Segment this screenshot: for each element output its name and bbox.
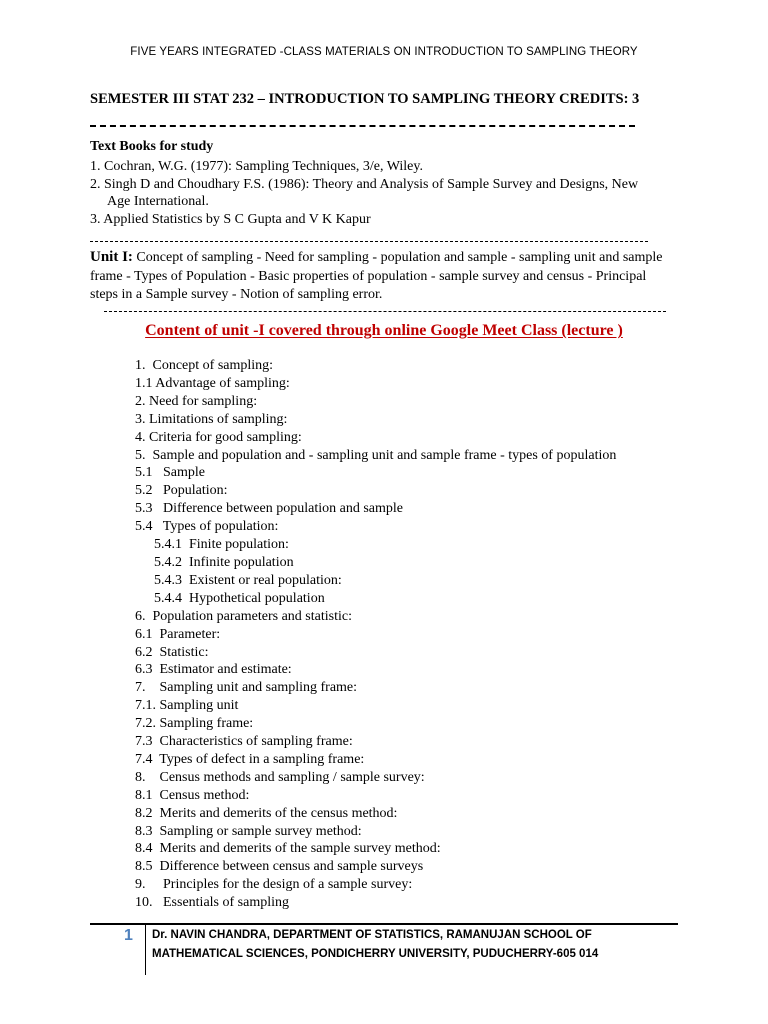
toc-item: 8. Census methods and sampling / sample survey: — [135, 769, 425, 785]
textbooks-list — [90, 158, 670, 228]
toc-item: 5.4.1 Finite population: — [154, 537, 289, 553]
semester-heading: SEMESTER III STAT 232 – INTRODUCTION TO SAMPLING THEORY CREDITS: 3 — [90, 91, 640, 107]
toc-item: 8.2 Merits and demerits of the census method: — [135, 805, 398, 821]
textbook-item: 1. Cochran, W.G. (1977): Sampling Techniques, 3/e, Wiley. — [90, 159, 423, 174]
toc-item: 6.2 Statistic: — [135, 644, 209, 660]
toc-item: 8.3 Sampling or sample survey method: — [135, 823, 362, 839]
toc-item: 5.4.2 Infinite population — [154, 554, 294, 570]
unit-label: Unit I: — [90, 249, 133, 265]
toc-item: 5.4 Types of population: — [135, 519, 279, 535]
footer-rule — [90, 923, 678, 925]
toc-item: 5.2 Population: — [135, 483, 228, 499]
footer-line-1: Dr. NAVIN CHANDRA, DEPARTMENT OF STATISTICS, RAMANUJAN SCHOOL OF — [152, 929, 592, 941]
content-title: Content of unit -I covered through online Google Meet Class (lecture ) — [145, 322, 623, 339]
toc-item: 7.4 Types of defect in a sampling frame: — [135, 751, 365, 767]
toc-item: 5.4.4 Hypothetical population — [154, 590, 325, 606]
toc-item: 4. Criteria for good sampling: — [135, 429, 302, 445]
page-header: FIVE YEARS INTEGRATED -CLASS MATERIALS ON INTRODUCTION TO SAMPLING THEORY — [130, 46, 638, 58]
toc-item: 5.4.3 Existent or real population: — [154, 572, 342, 588]
toc-item: 5.1 Sample — [135, 465, 205, 481]
unit-text: Concept of sampling - Need for sampling - population and sample - sampling unit and sample frame - Types of Population - Basic properties of population - sample survey and census - Principal steps in a Sample survey - Notion of sampling error. — [90, 250, 663, 302]
toc-item: 7.1. Sampling unit — [135, 698, 239, 714]
toc-item: 2. Need for sampling: — [135, 393, 258, 409]
textbooks-title: Text Books for study — [90, 139, 214, 154]
footer-divider — [145, 923, 146, 975]
toc-item: 1.1 Advantage of sampling: — [135, 375, 290, 391]
textbook-item-continuation: Age International. — [107, 194, 209, 209]
textbook-item: 3. Applied Statistics by S C Gupta and V K Kapur — [90, 211, 371, 227]
toc-item: 8.5 Difference between census and sample surveys — [135, 859, 424, 875]
toc-item: 3. Limitations of sampling: — [135, 411, 288, 427]
unit-description — [90, 248, 675, 305]
divider-dashed-2 — [104, 311, 666, 312]
toc-item: 9. Principles for the design of a sample survey: — [135, 877, 413, 893]
toc-item: 6.3 Estimator and estimate: — [135, 662, 292, 678]
toc-item: 10. Essentials of sampling — [135, 895, 289, 911]
toc-item: 7.3 Characteristics of sampling frame: — [135, 734, 353, 750]
page-number: 1 — [124, 927, 133, 944]
footer-text — [152, 926, 672, 964]
divider-bold — [90, 125, 635, 127]
textbook-item: 2. Singh D and Choudhary F.S. (1986): Theory and Analysis of Sample Survey and Designs, New — [90, 176, 639, 192]
toc-item: 7. Sampling unit and sampling frame: — [135, 680, 358, 696]
toc-item: 1. Concept of sampling: — [135, 358, 274, 373]
table-of-contents — [135, 357, 695, 912]
toc-item: 7.2. Sampling frame: — [135, 716, 254, 732]
footer-line-2: MATHEMATICAL SCIENCES, PONDICHERRY UNIVERSITY, PUDUCHERRY-605 014 — [152, 948, 599, 960]
toc-item: 5.3 Difference between population and sample — [135, 501, 403, 517]
toc-item: 8.1 Census method: — [135, 787, 250, 803]
toc-item: 6. Population parameters and statistic: — [135, 608, 352, 624]
toc-item: 6.1 Parameter: — [135, 626, 221, 642]
toc-item: 5. Sample and population and - sampling unit and sample frame - types of population — [135, 447, 617, 463]
divider-dashed — [90, 241, 648, 242]
toc-item: 8.4 Merits and demerits of the sample survey method: — [135, 841, 441, 857]
